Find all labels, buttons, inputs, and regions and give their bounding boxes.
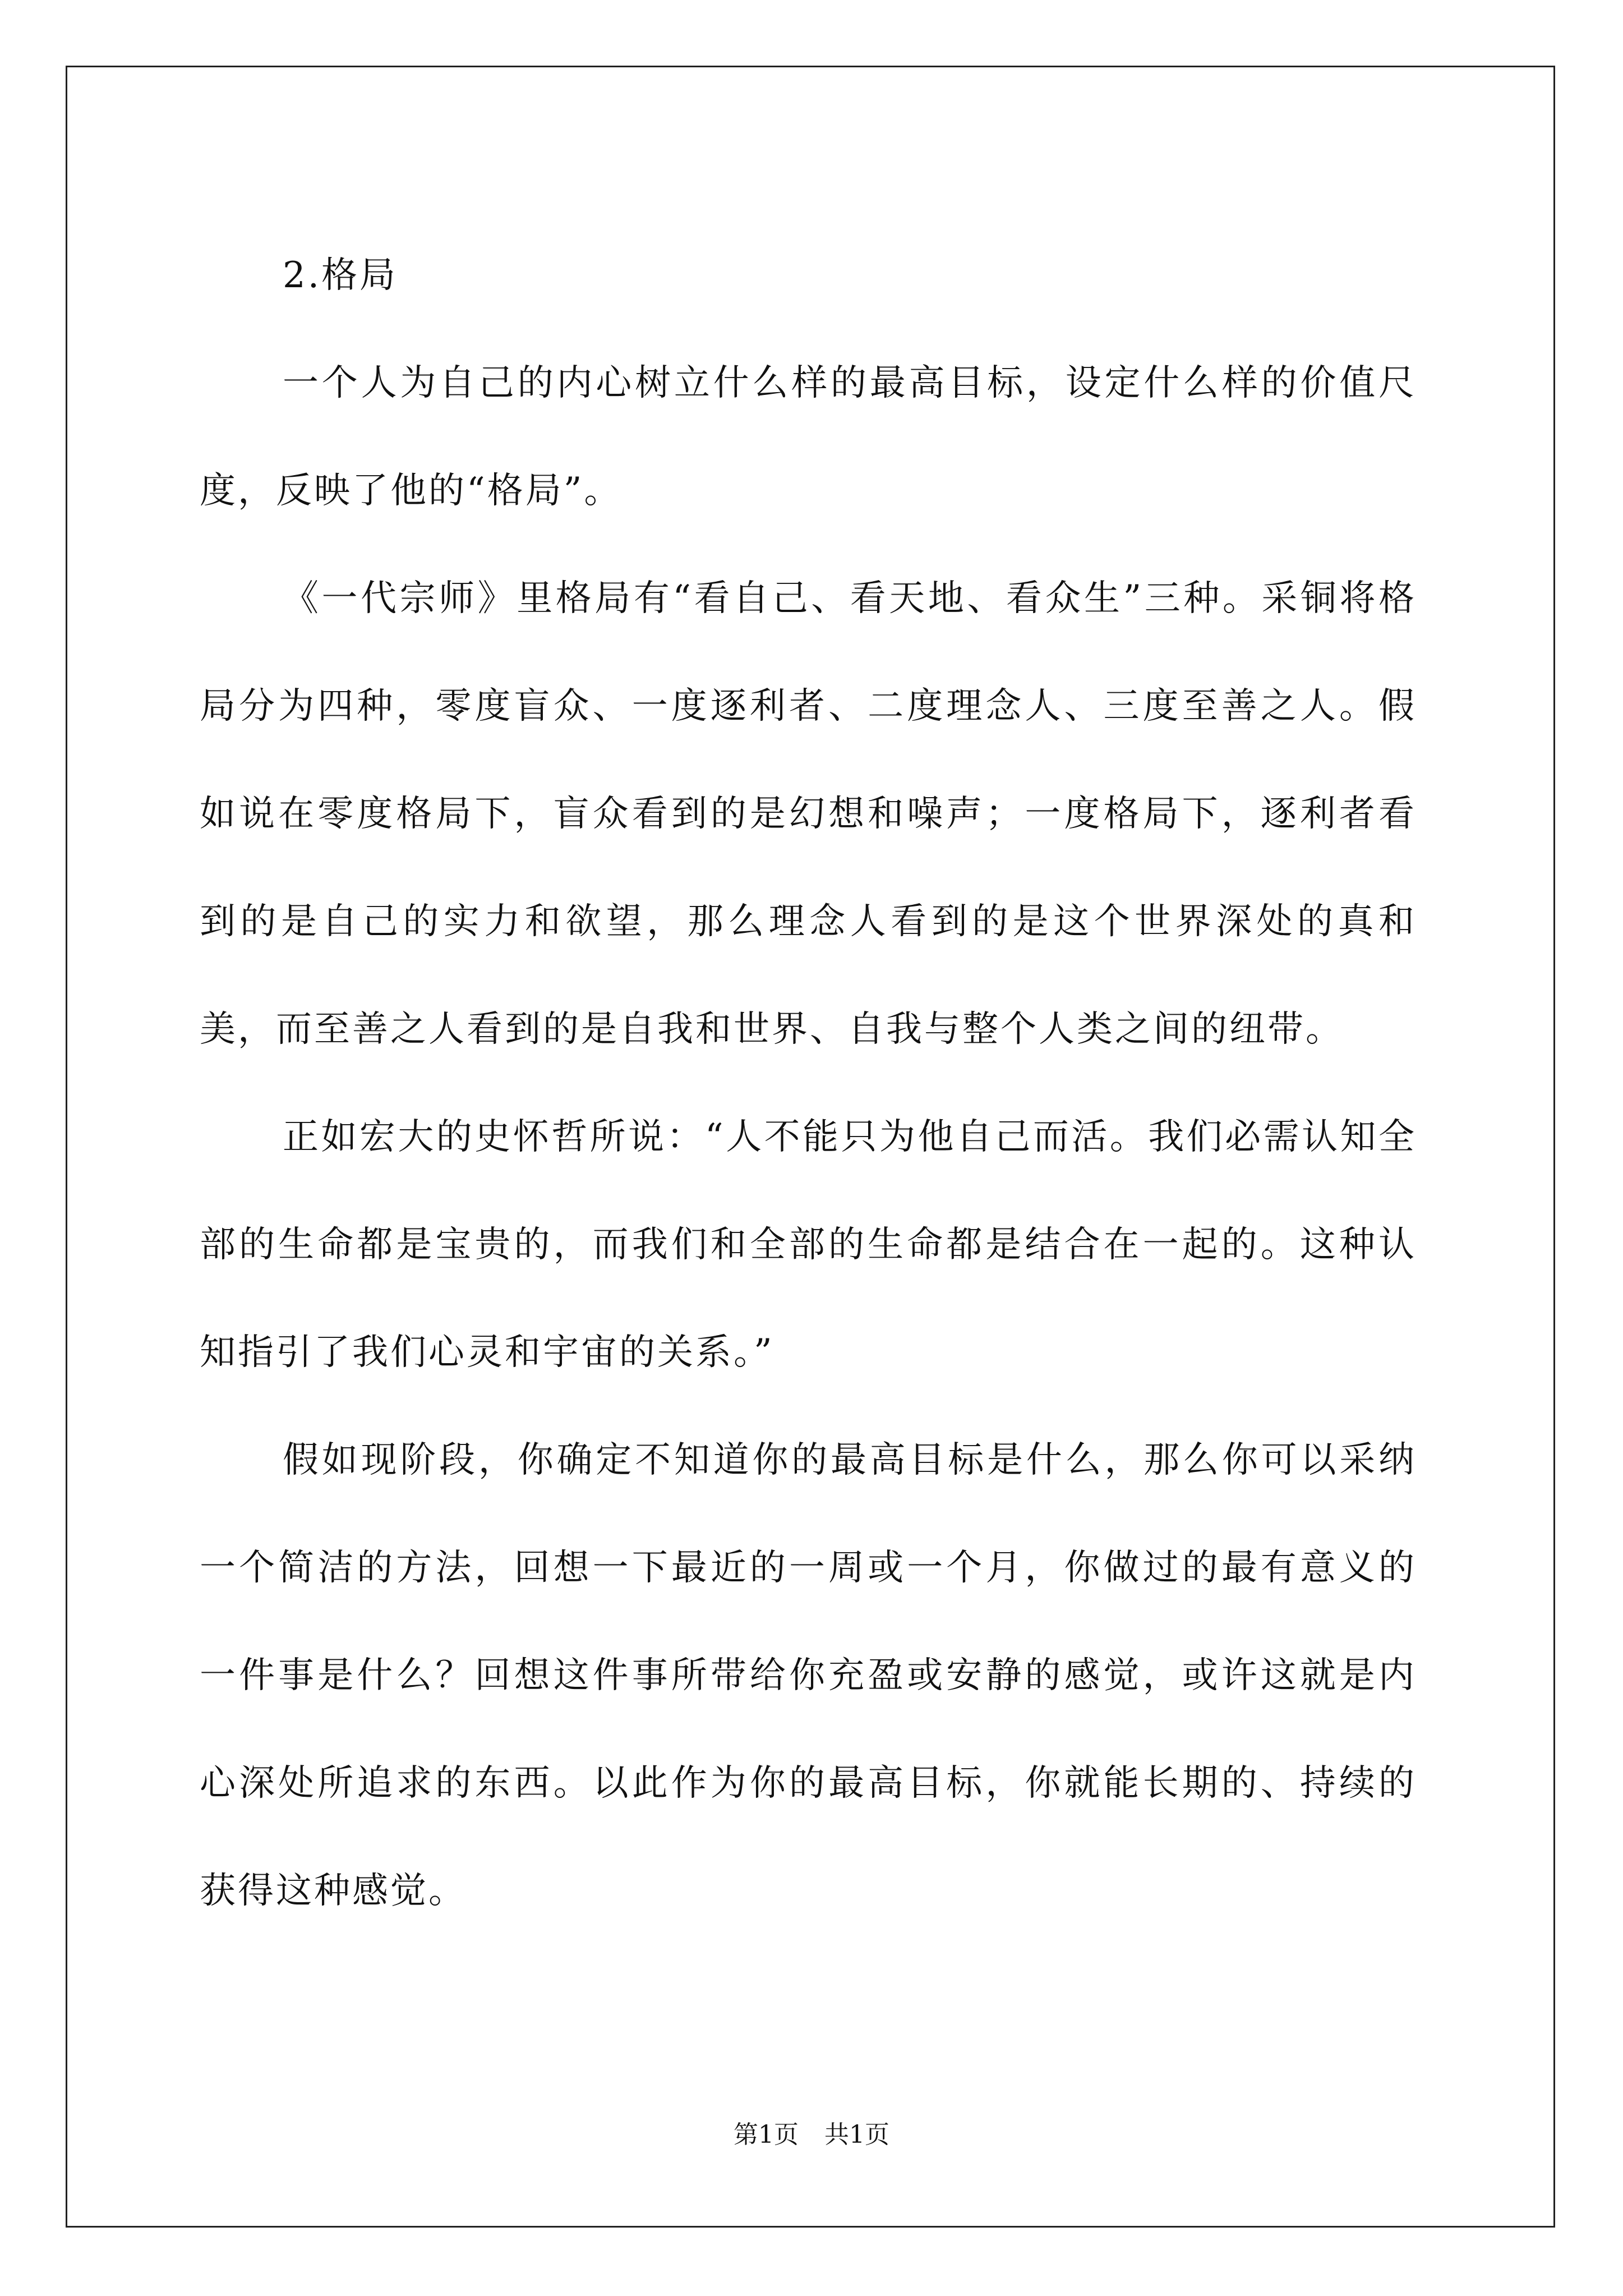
section-heading: 2.格局: [283, 255, 398, 296]
paragraph-schweitzer-quote: 正如宏大的史怀哲所说：“人不能只为他自己而活。我们必需认知全部的生命都是宝贵的，而我们和全部的生命都是结合在一起的。这种认知指引了我们心灵和宇宙的关系。”: [200, 1116, 1417, 1373]
paragraph-four-levels: 《一代宗师》里格局有“看自己、看天地、看众生”三种。采铜将格局分为四种，零度盲众、一度逐利者、二度理念人、三度至善之人。假如说在零度格局下，盲众看到的是幻想和噪声；一度格局下，逐利者看到的是自己的实力和欲望，那么理念人看到的是这个世界深处的真和美，而至善之人看到的是自我和世界、自我与整个人类之间的纽带。: [200, 578, 1417, 1050]
paragraph-method-advice: 假如现阶段，你确定不知道你的最高目标是什么，那么你可以采纳一个简洁的方法，回想一下最近的一周或一个月，你做过的最有意义的一件事是什么？回想这件事所带给你充盈或安静的感觉，或许这就是内心深处所追求的东西。以此作为你的最高目标，你就能长期的、持续的获得这种感觉。: [200, 1439, 1417, 1912]
document-body: [200, 222, 1417, 1945]
page-footer: [0, 2118, 1623, 2152]
page-number: 第1页: [734, 2120, 799, 2149]
paragraph-pattern-definition: 一个人为自己的内心树立什么样的最高目标，设定什么样的价值尺度，反映了他的“格局”。: [200, 362, 1417, 512]
page-total: 共1页: [824, 2120, 889, 2149]
